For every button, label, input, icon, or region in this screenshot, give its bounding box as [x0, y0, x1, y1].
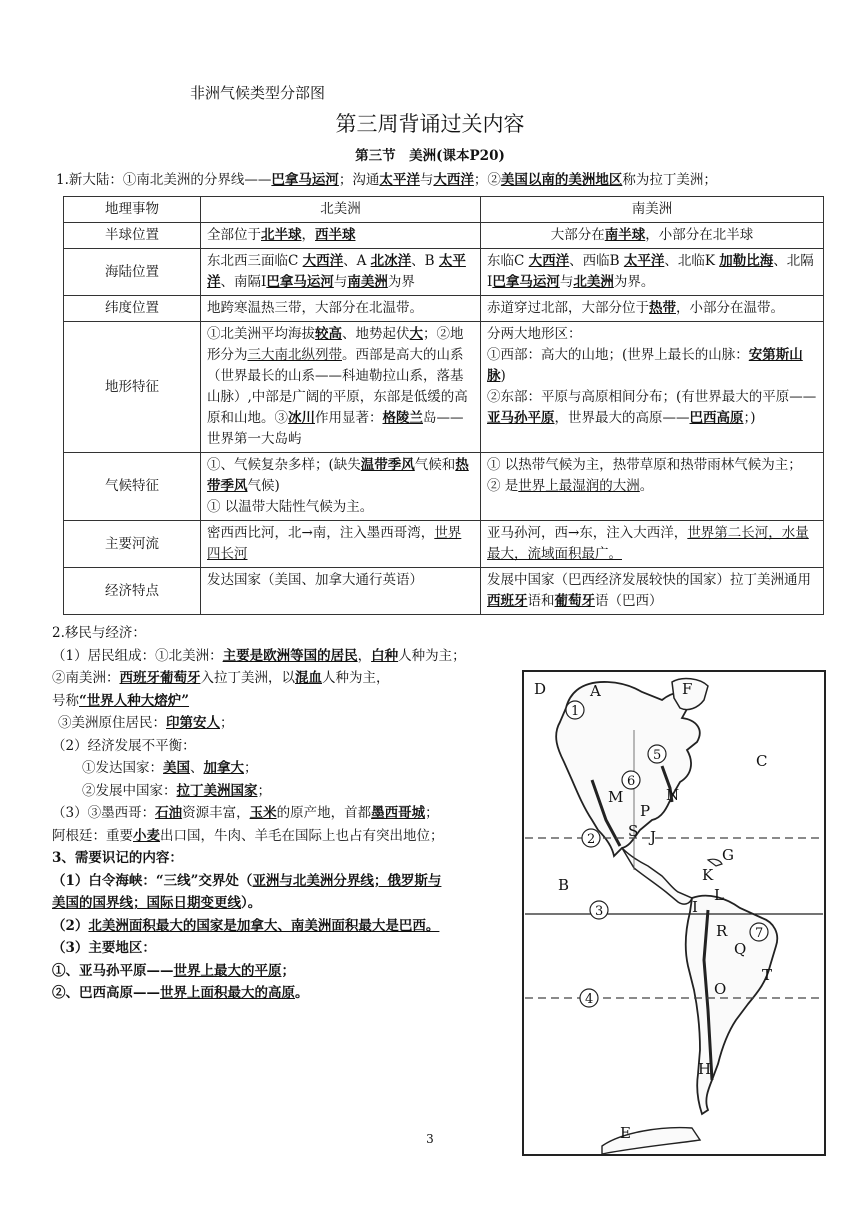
map-circle-7: 7 [755, 926, 764, 941]
map-label-h: H [698, 1060, 712, 1078]
text-line: （1）白令海峡：“三线”交界处（亚洲与北美洲分界线；俄罗斯与 [52, 872, 442, 889]
table-header-row [64, 197, 824, 223]
section-title: 第三节 美洲(课本P20) [355, 148, 505, 164]
map-label-d: D [534, 680, 547, 698]
map-label-b: B [558, 876, 570, 894]
row-key: 主要河流 [64, 521, 201, 568]
cell-south-america: 赤道穿过北部，大部分位于热带，小部分在温带。 [481, 296, 824, 322]
text-line: （2）北美洲面积最大的国家是加拿大、南美洲面积最大是巴西。 [52, 917, 440, 934]
table-row [64, 453, 824, 521]
text-line: 阿根廷：重要小麦出口国，牛肉、羊毛在国际上也占有突出地位； [52, 827, 444, 844]
row-key: 纬度位置 [64, 296, 201, 322]
cell-south-america: 亚马孙河，西→东，注入大西洋，世界第二长河，水量最大，流域面积最广。 [481, 521, 824, 568]
cell-south-america: 大部分在南半球，小部分在北半球 [481, 223, 824, 249]
cell-south-america: 东临C 大西洋、西临B 太平洋、北临K 加勒比海、北隔Ⅰ巴拿马运河与北美洲为界。 [481, 249, 824, 296]
map-label-o: O [714, 980, 727, 998]
key-term: 美国以南的美洲地区 [500, 172, 623, 188]
map-label-m: M [608, 788, 624, 806]
text-line: ①、亚马孙平原——世界上最大的平原； [52, 962, 295, 979]
text-line: 2.移民与经济： [52, 625, 146, 641]
intro-text: 与 [419, 172, 434, 188]
table-row [64, 568, 824, 615]
table-row [64, 521, 824, 568]
page-number: 3 [426, 1132, 434, 1146]
map-circle-3: 3 [595, 904, 604, 919]
cell-south-america: 发展中国家（巴西经济发展较快的国家）拉丁美洲通用西班牙语和葡萄牙语（巴西） [481, 568, 824, 615]
header-cell: 南美洲 [481, 197, 824, 223]
map-label-i: I [692, 898, 698, 916]
map-label-s: S [628, 822, 639, 840]
row-key: 经济特点 [64, 568, 201, 615]
map-label-r: R [716, 922, 728, 940]
text-line: ②、巴西高原——世界上面积最大的高原。 [52, 985, 309, 1001]
key-term: 巴拿马运河 [271, 172, 339, 188]
intro-text: ；② [473, 172, 501, 188]
header-cell: 地理事物 [64, 197, 201, 223]
table-row [64, 223, 824, 249]
text-line: （1）居民组成：①北美洲：主要是欧洲等国的居民，白种人种为主； [52, 647, 466, 664]
text-line: 号称“世界人种大熔炉” [52, 692, 190, 709]
map-label-q: Q [734, 940, 747, 958]
map-label-c: C [756, 752, 768, 770]
map-circle-6: 6 [627, 774, 636, 789]
main-title: 第三周背诵过关内容 [335, 112, 525, 136]
americas-comparison-table [63, 196, 824, 615]
map-label-n: N [666, 786, 680, 804]
map-caption: 非洲气候类型分部图 [190, 84, 326, 102]
table-row [64, 322, 824, 453]
text-line: 美国的国界线；国际日期变更线）。 [52, 895, 262, 911]
header-cell: 北美洲 [201, 197, 481, 223]
intro-line [56, 168, 846, 188]
map-circle-5: 5 [653, 748, 662, 763]
row-key: 地形特征 [64, 322, 201, 453]
map-label-f: F [682, 680, 693, 698]
map-label-p: P [640, 802, 651, 820]
map-circle-4: 4 [585, 992, 594, 1007]
cell-north-america: ①、气候复杂多样；(缺失温带季风气候和热带季风气候) ① 以温带大陆性气候为主。 [201, 453, 481, 521]
text-line: ①发达国家：美国、加拿大； [82, 760, 258, 776]
map-label-a: A [590, 682, 601, 700]
americas-map [522, 670, 826, 1156]
cell-north-america: 东北西三面临C 大西洋、A 北冰洋、B 太平洋、南隔Ⅰ巴拿马运河与南美洲为界 [201, 249, 481, 296]
text-line: 3、需要识记的内容： [52, 850, 183, 866]
cell-south-america: 分两大地形区： ①西部：高大的山地；(世界上最长的山脉：安第斯山脉) ②东部：平原与高原相间分布；(有世界最大的平原——亚马孙平原，世界最大的高原——巴西高原；) [481, 322, 824, 453]
text-line: ③美洲原住居民：印第安人； [58, 715, 234, 731]
cell-north-america: 发达国家（美国、加拿大通行英语） [201, 568, 481, 615]
row-key: 气候特征 [64, 453, 201, 521]
map-label-t: T [762, 966, 773, 984]
key-term: 太平洋 [379, 172, 420, 188]
cell-north-america: 地跨寒温热三带，大部分在北温带。 [201, 296, 481, 322]
map-label-g: G [722, 846, 734, 864]
cell-north-america: ①北美洲平均海拔较高、地势起伏大；②地形分为三大南北纵列带。西部是高大的山系（世界最长的山系——科迪勒拉山系，落基山脉）,中部是广阔的平原，东部是低缓的高原和山地。③冰川作用显著：格陵兰岛——世界第一大岛屿 [201, 322, 481, 453]
text-line: （2）经济发展不平衡： [52, 737, 196, 754]
cell-north-america: 密西西比河，北→南，注入墨西哥湾，世界四长河 [201, 521, 481, 568]
cell-south-america: ① 以热带气候为主，热带草原和热带雨林气候为主； ② 是世界上最湿润的大洲。 [481, 453, 824, 521]
intro-text: 称为拉丁美洲； [622, 172, 717, 188]
map-label-l: L [714, 886, 724, 904]
text-line: ②发展中国家：拉丁美洲国家； [82, 782, 271, 799]
migration-economy-section [52, 622, 522, 1005]
cell-north-america: 全部位于北半球，西半球 [201, 223, 481, 249]
map-circle-1: 1 [571, 704, 580, 719]
table-row [64, 296, 824, 322]
map-label-k: K [702, 866, 714, 884]
key-term: 大西洋 [433, 172, 474, 188]
row-key: 海陆位置 [64, 249, 201, 296]
intro-text: 1.新大陆：①南北美洲的分界线—— [56, 172, 272, 188]
text-line: ②南美洲：西班牙葡萄牙入拉丁美洲，以混血人种为主， [52, 670, 390, 686]
map-label-e: E [620, 1124, 631, 1142]
text-line: （3）③墨西哥：石油资源丰富，玉米的原产地，首都墨西哥城； [52, 805, 439, 821]
table-row [64, 249, 824, 296]
row-key: 半球位置 [64, 223, 201, 249]
text-line: （3）主要地区： [52, 940, 156, 956]
intro-text: ；沟通 [338, 172, 380, 188]
map-label-j: J [650, 828, 657, 846]
map-circle-2: 2 [587, 832, 596, 847]
